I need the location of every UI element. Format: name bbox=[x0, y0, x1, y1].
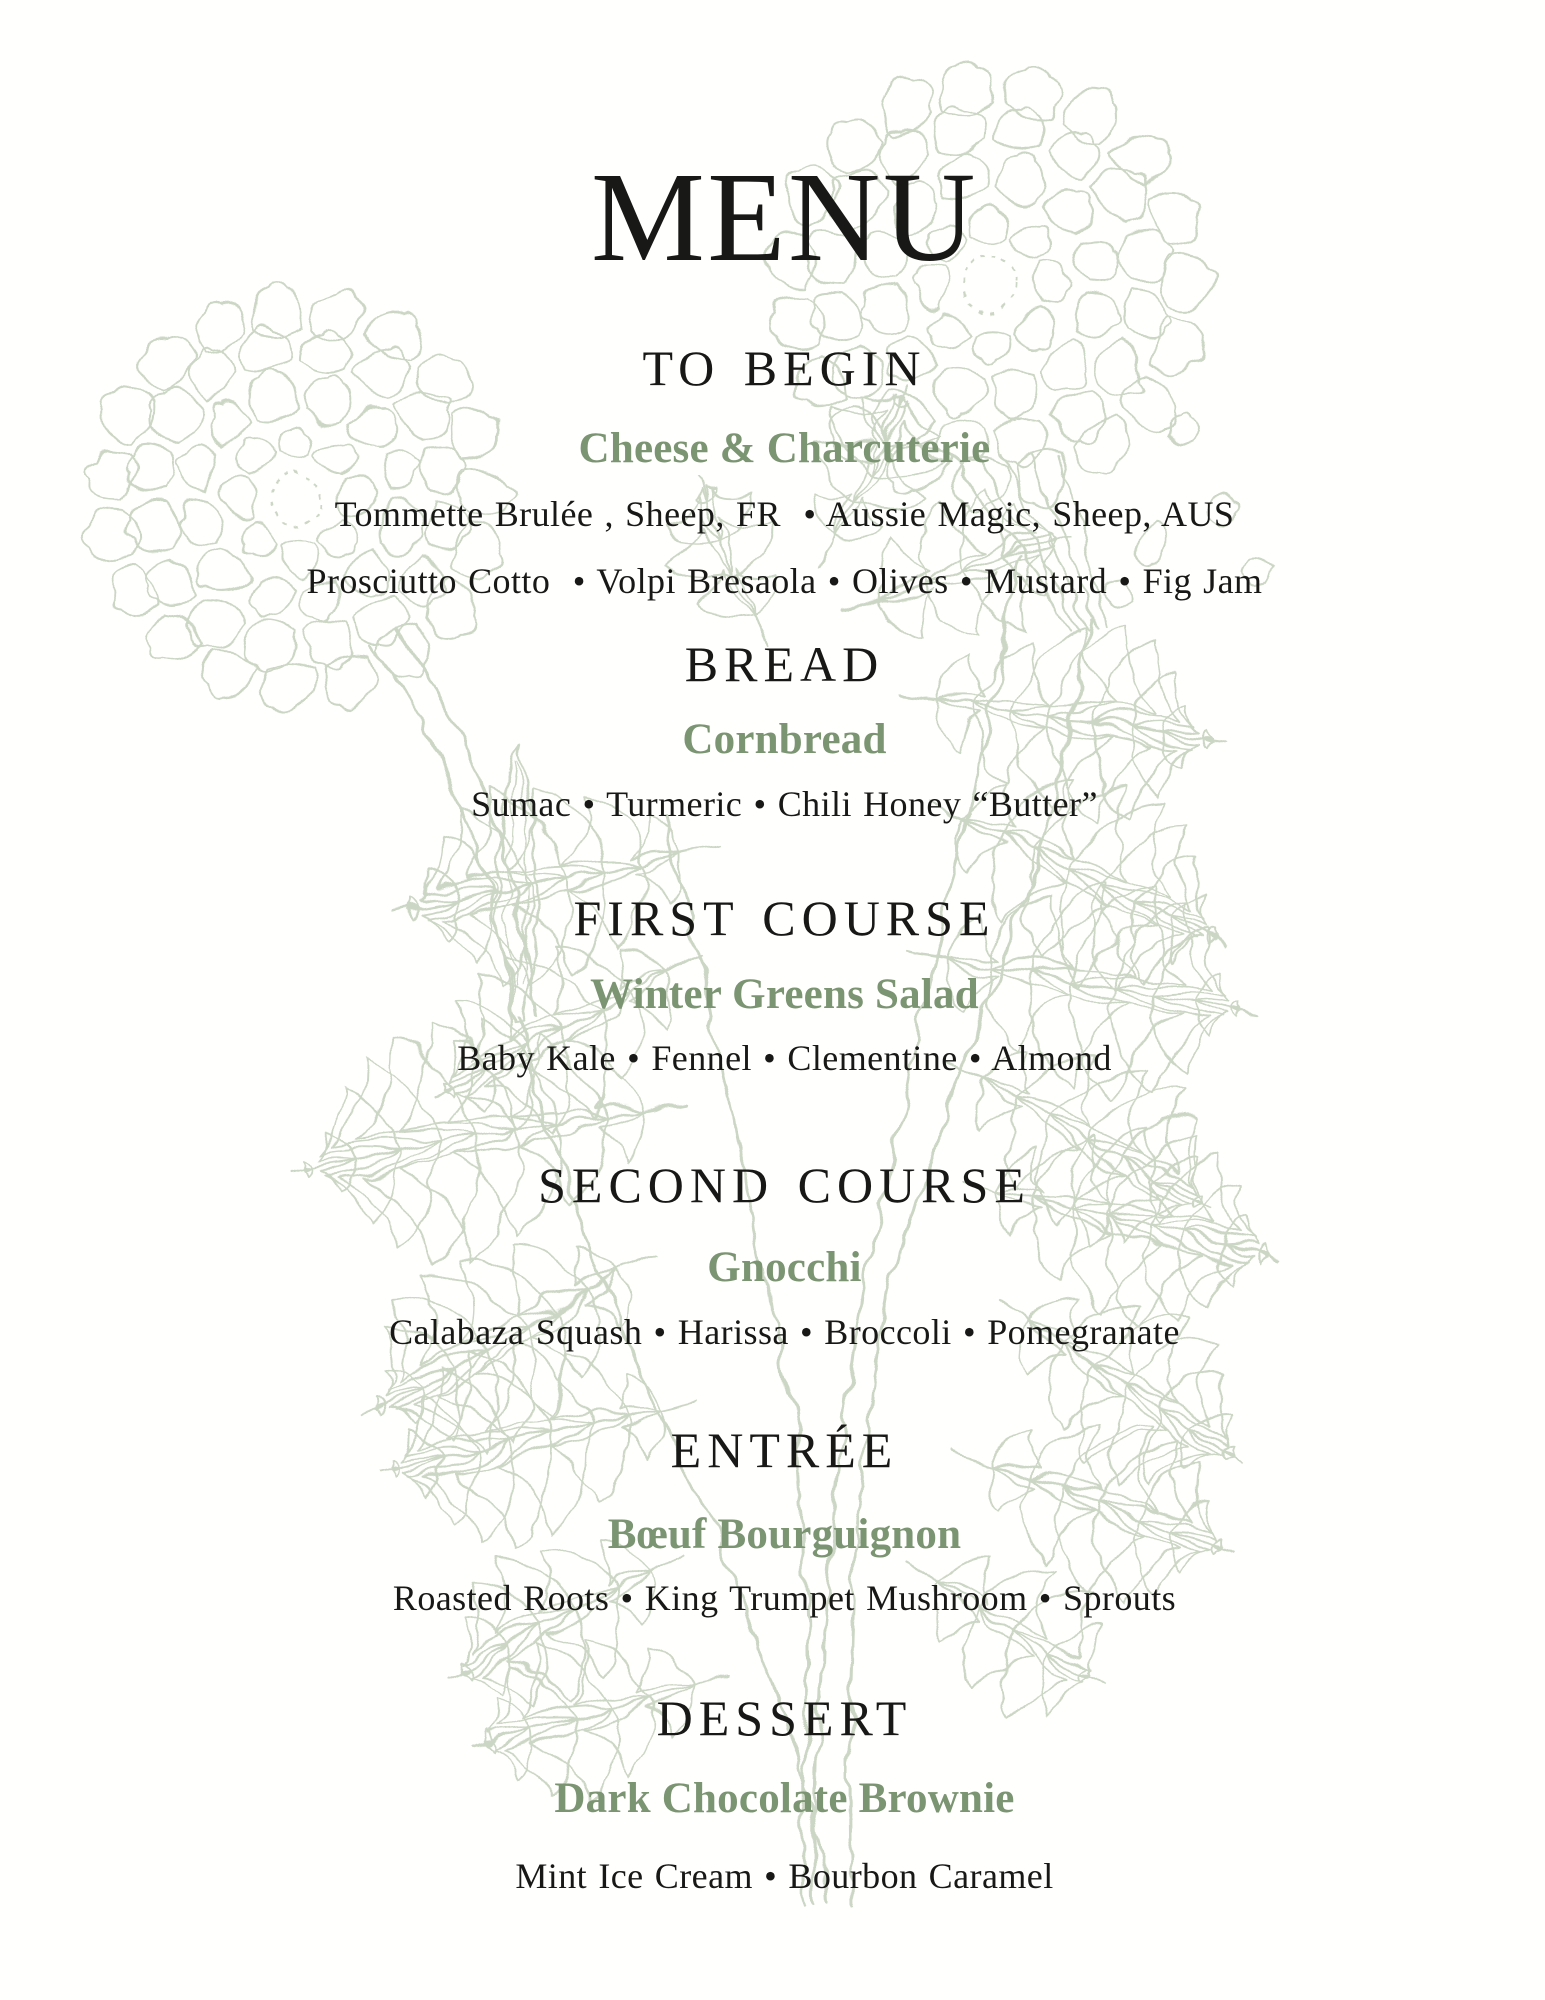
ingredient-line: Prosciutto Cotto • Volpi Bresaola • Olives • Mustard • Fig Jam bbox=[306, 561, 1263, 601]
dish-name: Bœuf Bourguignon bbox=[607, 1511, 962, 1558]
ingredient-line: Baby Kale • Fennel • Clementine • Almond bbox=[457, 1038, 1112, 1078]
dish-name: Cheese & Charcuterie bbox=[578, 425, 991, 472]
ingredient-line: Roasted Roots • King Trumpet Mushroom • Sprouts bbox=[392, 1578, 1177, 1618]
ingredient-line: Tommette Brulée , Sheep, FR • Aussie Magic, Sheep, AUS bbox=[334, 494, 1235, 534]
dish-name: Winter Greens Salad bbox=[590, 971, 979, 1018]
dish-name: Cornbread bbox=[682, 716, 887, 763]
ingredient-line: Calabaza Squash • Harissa • Broccoli • Pomegranate bbox=[389, 1312, 1180, 1352]
section-heading: FIRST COURSE bbox=[573, 890, 996, 946]
page-title: MENU bbox=[590, 146, 979, 288]
section-heading: DESSERT bbox=[656, 1690, 913, 1746]
dish-name: Dark Chocolate Brownie bbox=[554, 1775, 1015, 1822]
section-heading: BREAD bbox=[684, 636, 885, 692]
dish-name: Gnocchi bbox=[707, 1244, 862, 1291]
ingredient-line: Sumac • Turmeric • Chili Honey “Butter” bbox=[471, 784, 1098, 824]
menu-content bbox=[12, 0, 1545, 2000]
section-heading: ENTRÉE bbox=[670, 1422, 899, 1478]
ingredient-line: Mint Ice Cream • Bourbon Caramel bbox=[515, 1856, 1054, 1896]
section-heading: TO BEGIN bbox=[642, 340, 927, 396]
section-heading: SECOND COURSE bbox=[538, 1157, 1031, 1213]
